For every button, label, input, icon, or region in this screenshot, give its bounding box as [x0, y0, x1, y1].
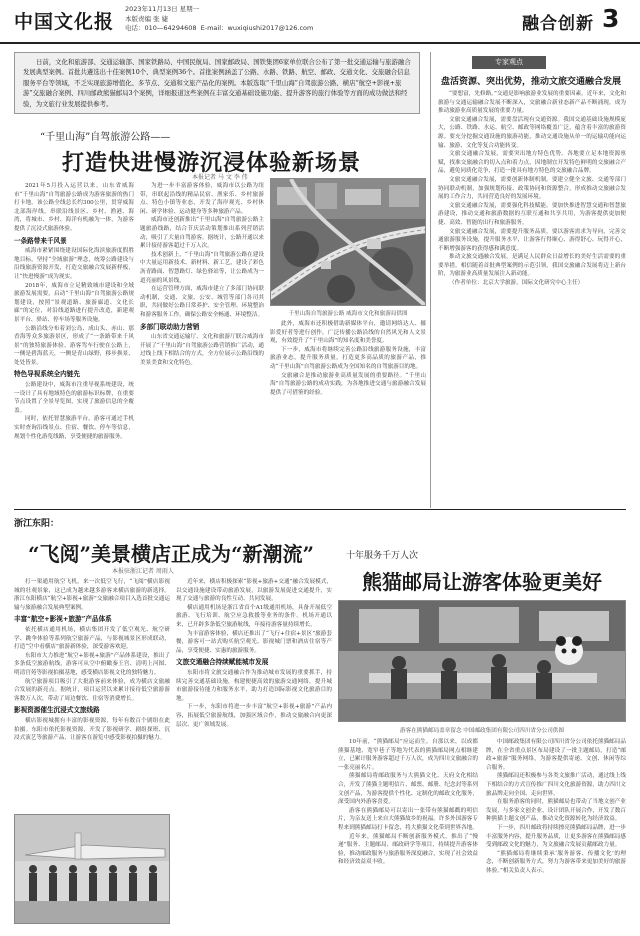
- opinion-paragraph: 文旅交通融合发展，需要提升服务品质。要以游客需求为导向，完善交通旅游服务设施，提升服务水平，让游客行得顺心、游得舒心、玩得开心，不断增强游客的获得感和满意度。: [438, 228, 626, 252]
- story3-paragraph: 游客在熊猫邮局可以寄出一张带有熊猫邮戳的明信片，为亲友送上来自大熊猫故乡的祝福。许多外国游客专程来到熊猫邮局打卡留念，将大熊猫文化带到世界各地。: [338, 807, 478, 831]
- story1-photo-aerial-road: [270, 178, 426, 306]
- story2-column-1: [14, 578, 170, 810]
- story2-byline: 本报驻浙江记者 周雨人: [112, 568, 174, 575]
- story3-column-2: [486, 738, 626, 924]
- story2-column-2: [176, 578, 332, 924]
- opinion-paragraph: “要想富，先修路。”交通是影响旅游业发展的重要因素。近年来，文化和旅游与交通运输融合发展不断深入，交旅融合新业态新产品不断涌现，成为推动旅游业高质量发展的重要力量。: [438, 91, 626, 115]
- issue-date: 2023年11月13日 星期一: [125, 5, 200, 13]
- story2-paragraph: 东阳市大力推进“航空+影视+旅游”产品体系建设，推出了多条低空旅游航线，游客可从空中俯瞰秦王宫、清明上河图、明清宫苑等影视拍摄基地，感受横店影视文化的独特魅力。: [14, 652, 170, 676]
- opinion-tag: 专家观点: [472, 56, 546, 69]
- section-name: 融合创新: [522, 14, 594, 34]
- story3-title: 熊猫邮局让游客体验更美好: [362, 570, 602, 594]
- story2-region: 浙江东阳：: [14, 519, 60, 529]
- opinion-paragraph: 文旅交通融合发展，需要突出地方特色优势。各地要立足本地资源禀赋，找准交旅融合的切入点和着力点，因地制宜开发特色鲜明的交旅融合产品，避免同质化竞争，打造一批具有地方特色的交旅融合品牌。: [438, 151, 626, 175]
- story1-title: 打造快进慢游沉浸体验新场景: [62, 150, 362, 176]
- story1-byline: 本报记者 马 文 李 伟: [192, 174, 248, 181]
- story3-kicker: 十年服务千万人次: [346, 551, 419, 561]
- story1-column-3: [270, 320, 426, 504]
- story1-paragraph: 此外，威海市还积极借助新媒体平台，邀请网络达人、摄影爱好者等进行创作，广泛传播公路沿线的自然风光和人文景观，有效提升了“千里山海”的知名度和美誉度。: [270, 321, 426, 345]
- story1-paragraph: 交旅融合是推动旅游业高质量发展的重要路径。“千里山海”自驾旅游公路的成功实践，为各地推进交通与旅游融合发展提供了可借鉴的经验。: [270, 372, 426, 396]
- opinion-signature: （作者单位：北京大学旅游，国际文化研究中心主任）: [449, 280, 584, 287]
- story3-paragraph: 熊猫邮局还积极参与各类文旅推广活动，通过线上线下相结合的方式宣传推广四川文化旅游资源，助力四川文旅品牌走向全国、走向世界。: [486, 773, 626, 797]
- story2-paragraph: 近年来，横店积极探索“影视+旅游+交通”融合发展模式，以交通设施建设带动旅游发展，以旅游发展促进交通提升，实现了交通与旅游的良性互动、共同发展。: [176, 579, 332, 603]
- newspaper-logo: 中国文化报: [14, 11, 115, 33]
- story1-paragraph: 下一步，威海市将继续完善公路沿线旅游服务设施，丰富旅游业态，提升服务质量，打造更多高品质的旅游产品，推动“千里山海”自驾旅游公路成为全国知名的自驾旅游目的地。: [270, 346, 426, 370]
- story1-paragraph: 在运营管理方面，威海市建立了多部门协同联动机制，交通、文旅、公安、城管等部门各司其职，共同做好公路日常养护、安全管理、环境整治和游客服务工作，确保公路安全畅通、环境整洁。: [140, 286, 264, 318]
- story2-subhead-3: 文旅交通融合持续赋能城市发展: [176, 658, 269, 667]
- story1-subhead-3: 多部门联动助力营销: [140, 322, 200, 331]
- story2-subhead-2: 影视资源催生沉浸式文旅线路: [14, 706, 100, 715]
- story1-kicker: “千里山海”自驾旅游公路——: [40, 132, 171, 143]
- story3-photo-panda-post: [338, 600, 626, 722]
- story2-paragraph: 东阳市将文旅交通融合作为推动城市发展的重要抓手，持续完善交通基础设施，构建便捷高效的旅游交通网络，提升城市旅游接待能力和服务水平，助力打造国际影视文化旅游目的地。: [176, 669, 332, 702]
- story2-title: “飞阅”美景横店正成为“新潮流”: [28, 542, 315, 566]
- story3-paragraph: 10年前，“熊猫邮局”应运而生。自那以来，以成都熊猫基地、宽窄巷子等地为代表的熊猫邮局网点相继建立，已累计服务游客超过千万人次，成为四川文旅融合的一张亮丽名片。: [338, 739, 478, 771]
- story3-paragraph: 中国邮政集团有限公司四川省分公司依托熊猫邮局品牌，在全省重点景区布局建设了一批主题邮局，打造“邮政+旅游”服务网络，为游客提供寄递、文创、休闲等综合服务。: [486, 739, 626, 771]
- page-number: 3: [602, 4, 620, 33]
- story2-paragraph: 横店通用机场是浙江省首个A1级通用机场，具备开展低空旅游、飞行培训、航空应急救援等业务的条件。机场开通以来，已开辟多条低空旅游航线，年接待游客量持续增长。: [176, 604, 332, 628]
- story2-paragraph: 依托横店通用机场，横店集团开发了低空观光、航空研学、跳伞体验等系列航空旅游产品，与影视城景区形成联动，打造“空中看横店”旅游新体验，深受游客欢迎。: [14, 626, 170, 651]
- story1-paragraph: 为进一步丰富游客体验，威海市以公路为纽带，串联起沿线的精品民宿、渔家乐、乡村旅游点、特色小镇等业态，开发了海岸观光、乡村休闲、研学体验、运动健身等多种旅游产品。: [140, 183, 264, 215]
- story1-column-1: [14, 182, 134, 504]
- story3-photo-caption: 游客在熊猫邮局盖章留念 中国邮政集团有限公司四川省分公司供图: [400, 728, 564, 734]
- phone-line: 电话：010—64294608: [125, 24, 197, 32]
- story3-paragraph: “熊猫邮局将继续秉承‘服务游客、传播文化’的理念，不断创新服务方式，努力为游客带来更加美好的旅游体验。”相关负责人表示。: [486, 850, 626, 874]
- section-divider: [14, 509, 626, 510]
- story1-paragraph: 2021年5月投入运营以来，山东省威海市“千里山海”自驾旅游公路成为游客旅游的热门打卡地。该公路全线总长约300公里，贯穿威海北部海岸线，串联沿线景区、乡村、渔港、海湾，将城市、乡村、海洋有机融为一体，为游客提供了沉浸式旅游体验。: [14, 183, 134, 232]
- story1-paragraph: 山东省交通运输厅、文化和旅游厅联合威海市开展了“千里山海”自驾旅游公路营销推广活动，通过线上线下相结合的方式，全方位展示公路沿线的美景美食和文化特色。: [140, 334, 264, 366]
- issue-info: [125, 5, 313, 34]
- story1-subhead-1: 一条路带来千风景: [14, 236, 67, 245]
- opinion-paragraph: 文旅交通融合发展，需要强化科技赋能。要加快推进智慧交通和智慧旅游建设，推动交通和旅游数据的互联互通和共享共用，为游客提供更加便捷、高效、智能的出行和旅游服务。: [438, 202, 626, 226]
- masthead: [0, 0, 640, 44]
- story1-column-2: [140, 182, 264, 504]
- story1-paragraph: 公路建设中，威海市注重导视系统建设，统一设计了具有地域特色的旅游标识标牌，在重要节点设置了全景导览图，实现了旅游信息的全覆盖。: [14, 382, 134, 414]
- story1-paragraph: 2018年，威海市立足精致城市建设和全域旅游发展需要，启动“千里山海”自驾旅游公路规划建设，按照“景观道路、旅游廊道、文化长廊”的定位，对沿线道路进行提升改造，新建观景平台、驿站、停车场等服务设施。: [14, 282, 134, 323]
- story1-subhead-2: 特色导视系统全内链先: [14, 370, 80, 379]
- story3-column-1: [338, 738, 478, 924]
- story3-paragraph: 下一步，四川邮政将持续擦亮熊猫邮局品牌，进一步丰富服务内容，提升服务品质，让更多游客在熊猫邮局感受到邮政文化的魅力，为文旅融合发展贡献邮政力量。: [486, 824, 626, 849]
- story1-photo-caption: 千里山海自驾旅游公路 威海市文化和旅游局供图: [288, 311, 408, 317]
- story1-paragraph: 技术创新上，“千里山海”自驾旅游公路在建设中大量运用新技术、新材料、新工艺，建设了彩色沥青路面、智慧路灯、绿色驿站等，让公路成为一道亮丽的风景线。: [140, 251, 264, 284]
- story1-paragraph: 威海市紧紧围绕建设国际化海滨旅游度假胜地目标，坚持“全域旅游”理念，统筹公路建设与沿线旅游资源开发，打造交旅融合发展新样板，让“快进慢游”成为现实。: [14, 248, 134, 280]
- story1-paragraph: 同时，依托智慧旅游平台，游客可通过手机实时查询沿线景点、住宿、餐饮、停车等信息，规划个性化游览线路，享受便捷的旅游服务。: [14, 416, 134, 440]
- story2-subhead-1: 丰富“航空+影视+旅游”产品体系: [14, 615, 112, 624]
- story2-paragraph: 下一步，东阳市将进一步丰富“航空+影视+旅游”产品内容，拓展低空旅游航线，加强区域合作，推动交旅融合向更深层次、更广领域发展。: [176, 704, 332, 728]
- story1-paragraph: 公路沿线分布着刘公岛、成山头、赤山、那香海等众多旅游景区，形成了“一条路带来千风景”的独特旅游体验。游客驾车行驶在公路上，一侧是碧海蓝天，一侧是青山绿野，移步换景、处处皆景。: [14, 325, 134, 366]
- story3-paragraph: 在服务游客的同时，熊猫邮局也带动了当地文创产业发展，与多家文创企业、设计团队开展合作，开发了数百种熊猫主题文创产品，推动文化资源转化为经济效益。: [486, 799, 626, 823]
- story2-photo-pilots: [14, 814, 170, 924]
- story2-paragraph: 为丰富游客体验，横店还推出了“飞行+住宿+景区”旅游套餐，游客可一站式购买航空观光、影视城门票和酒店住宿等产品，享受便捷、实惠的旅游服务。: [176, 630, 332, 654]
- story2-paragraph: 航空旅游项目吸引了大批游客前来体验，成为横店文旅融合发展的新亮点。据统计，项目运营以来累计接待低空旅游游客数万人次，带动了周边餐饮、住宿等消费增长。: [14, 678, 170, 702]
- contact-line: [125, 24, 313, 34]
- opinion-paragraph: 推动文旅交通融合发展，是满足人民群众日益增长的美好生活需要的重要举措。相信随着首批典型案例的示范引领，我国交旅融合发展将迈上新台阶，为旅游业高质量发展注入新动能。: [438, 254, 626, 278]
- editor-line: 本版责编 张 婕: [125, 14, 169, 23]
- opinion-title: 盘活资源、突出优势，推动文旅交通融合发展: [440, 77, 621, 87]
- story3-paragraph: 近年来，熊猫邮局不断创新服务模式，推出了“慢递”服务、主题邮局、邮政研学等项目，持续提升游客体验，推动邮政服务与旅游服务深度融合，实现了社会效益和经济效益双丰收。: [338, 833, 478, 866]
- story1-paragraph: 威海市还创新推出“千里山海”自驾旅游公路主题旅游线路，结合节庆活动策划推出系列营销活动，吸引了大量自驾游客。据统计，公路开通以来累计接待游客超过千万人次。: [140, 217, 264, 250]
- story2-paragraph: 打一架通用航空飞机，来一次低空飞行，“飞阅”横店影视城的壮观景象，这已成为越来越多游客来横店旅游的新选择。浙江东阳横店“航空+影视+旅游”交旅融合项目入选首批交通运输与旅游融合发展典型案例。: [14, 579, 170, 611]
- story3-paragraph: 熊猫邮局将邮政服务与大熊猫文化、天府文化相结合，开发了熊猫主题明信片、邮票、邮册、纪念封等系列文创产品，为游客提供个性化、定制化的邮政文化服务，深受国内外游客喜爱。: [338, 773, 478, 806]
- opinion-paragraph: 文旅交通融合发展，需要盘活现有交通资源。我国交通基础设施规模庞大，公路、铁路、水运、航空、邮政等网络覆盖广泛，蕴含着丰富的旅游资源。要充分挖掘交通设施的旅游功能，推动交通设施从单一的运输功能向运输、旅游、文化等复合功能转变。: [438, 116, 626, 149]
- column-divider: [430, 52, 431, 508]
- email-line: E-mail：wuxiqiushi2017@126.com: [200, 24, 314, 32]
- intro-box: 日前，文化和旅游部、交通运输部、国家铁路局、中国民航局、国家邮政局、国铁集团6家单位联合公布了第一批交通运输与旅游融合发展典型案例。首批共遴选出十佳案例10个、典型案例36个。首批案例涵盖了公路、水路、铁路、航空、邮政、交通文化、交旅融合信息服务平台等领域，不乏实现旅游增值化、多节点、交通和文旅产品化的案例。本版选取“千里山海”自驾旅游公路、横店“航空+影视+旅游”交旅融合案例、四川邮政熊猫邮局3个案例，详细报道这些案例在丰富交通基础设施功能、提升游客的旅行体验等方面的成功做法和经验，为文旅行业发展提供参考。: [14, 52, 420, 114]
- opinion-body: [438, 90, 626, 504]
- story2-paragraph: 横店影视城拥有丰富的影视资源，每年有数百个剧组在此拍摄。东阳市依托影视资源，开发了影视研学、剧组探班、沉浸式演艺等旅游产品，让游客在游览中感受影视拍摄的魅力。: [14, 717, 170, 742]
- opinion-paragraph: 文旅交通融合发展，需要创新体制机制。要建立健全文旅、交通等部门协同联动机制，加强规划衔接、政策协同和资源整合，形成推动交旅融合发展的工作合力，共同营造良好的发展环境。: [438, 176, 626, 201]
